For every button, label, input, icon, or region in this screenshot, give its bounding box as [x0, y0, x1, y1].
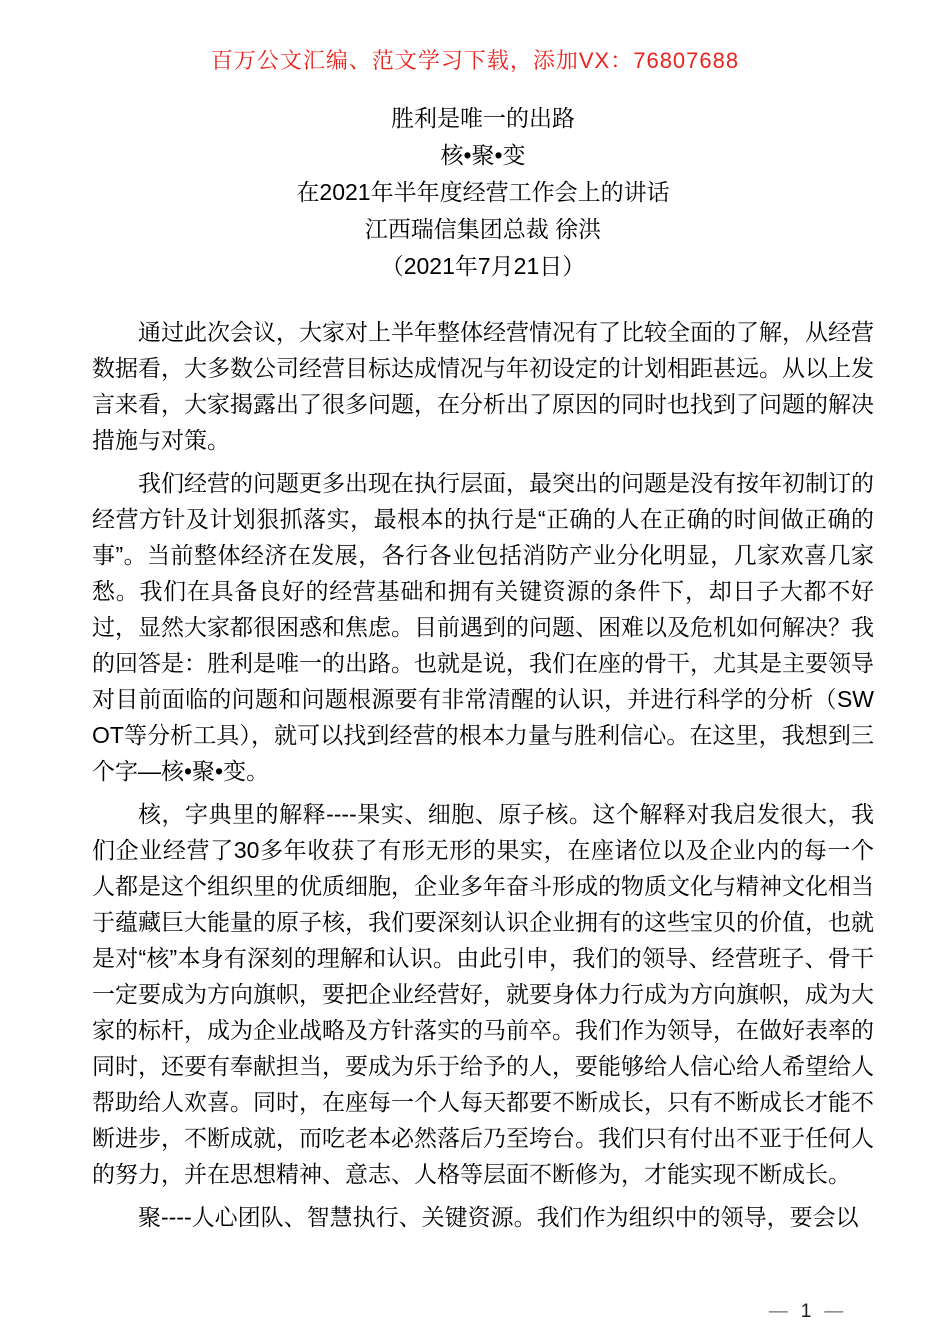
subtitle: 核•聚•变	[440, 142, 526, 168]
occasion-title: 在2021年半年度经营工作会上的讲话	[296, 179, 670, 205]
paragraph-2: 我们经营的问题更多出现在执行层面，最突出的问题是没有按年初制订的经营方针及计划狠抓落实，最根本的执行是“正确的人在正确的时间做正确的事”。当前整体经济在发展，各行各业包括消防产业分化明显，几家欢喜几家愁。我们在具备良好的经营基础和拥有关键资源的条件下，却日子大都不好过，显然大家都很困惑和焦虑。目前遇到的问题、困难以及危机如何解决？我的回答是：胜利是唯一的出路。也就是说，我们在座的骨干，尤其是主要领导对目前面临的问题和问题根源要有非常清醒的认识，并进行科学的分析（SWOT等分析工具），就可以找到经营的根本力量与胜利信心。在这里，我想到三个字—核•聚•变。	[92, 470, 874, 784]
header-notice: 百万公文汇编、范文学习下载，添加VX：76807688	[210, 48, 740, 73]
document-body	[92, 314, 874, 1242]
date-line: （2021年7月21日）	[380, 253, 586, 279]
page-number-right-dash: —	[824, 1301, 844, 1322]
paragraph-1: 通过此次会议，大家对上半年整体经营情况有了比较全面的了解，从经营数据看，大多数公司经营目标达成情况与年初设定的计划相距甚远。从以上发言来看，大家揭露出了很多问题，在分析出了原因的同时也找到了问题的解决措施与对策。	[92, 319, 874, 453]
page-number	[758, 1299, 854, 1325]
paragraph-4: 聚----人心团队、智慧执行、关键资源。我们作为组织中的领导，要会以	[138, 1204, 859, 1230]
speaker-line: 江西瑞信集团总裁 徐洪	[364, 216, 602, 242]
title-block	[92, 100, 874, 285]
main-title: 胜利是唯一的出路	[391, 105, 575, 131]
page-number-left-dash: —	[768, 1301, 788, 1322]
page-number-value: 1	[800, 1301, 812, 1322]
paragraph-3: 核，字典里的解释----果实、细胞、原子核。这个解释对我启发很大，我们企业经营了30多年收获了有形无形的果实，在座诸位以及企业内的每一个人都是这个组织里的优质细胞，企业多年奋斗形成的物质文化与精神文化相当于蕴藏巨大能量的原子核，我们要深刻认识企业拥有的这些宝贝的价值，也就是对“核”本身有深刻的理解和认识。由此引申，我们的领导、经营班子、骨干一定要成为方向旗帜，要把企业经营好，就要身体力行成为方向旗帜，成为大家的标杆，成为企业战略及方针落实的马前卒。我们作为领导，在做好表率的同时，还要有奉献担当，要成为乐于给予的人，要能够给人信心给人希望给人帮助给人欢喜。同时，在座每一个人每天都要不断成长，只有不断成长才能不断进步，不断成就，而吃老本必然落后乃至垮台。我们只有付出不亚于任何人的努力，并在思想精神、意志、人格等层面不断修为，才能实现不断成长。	[92, 801, 874, 1187]
